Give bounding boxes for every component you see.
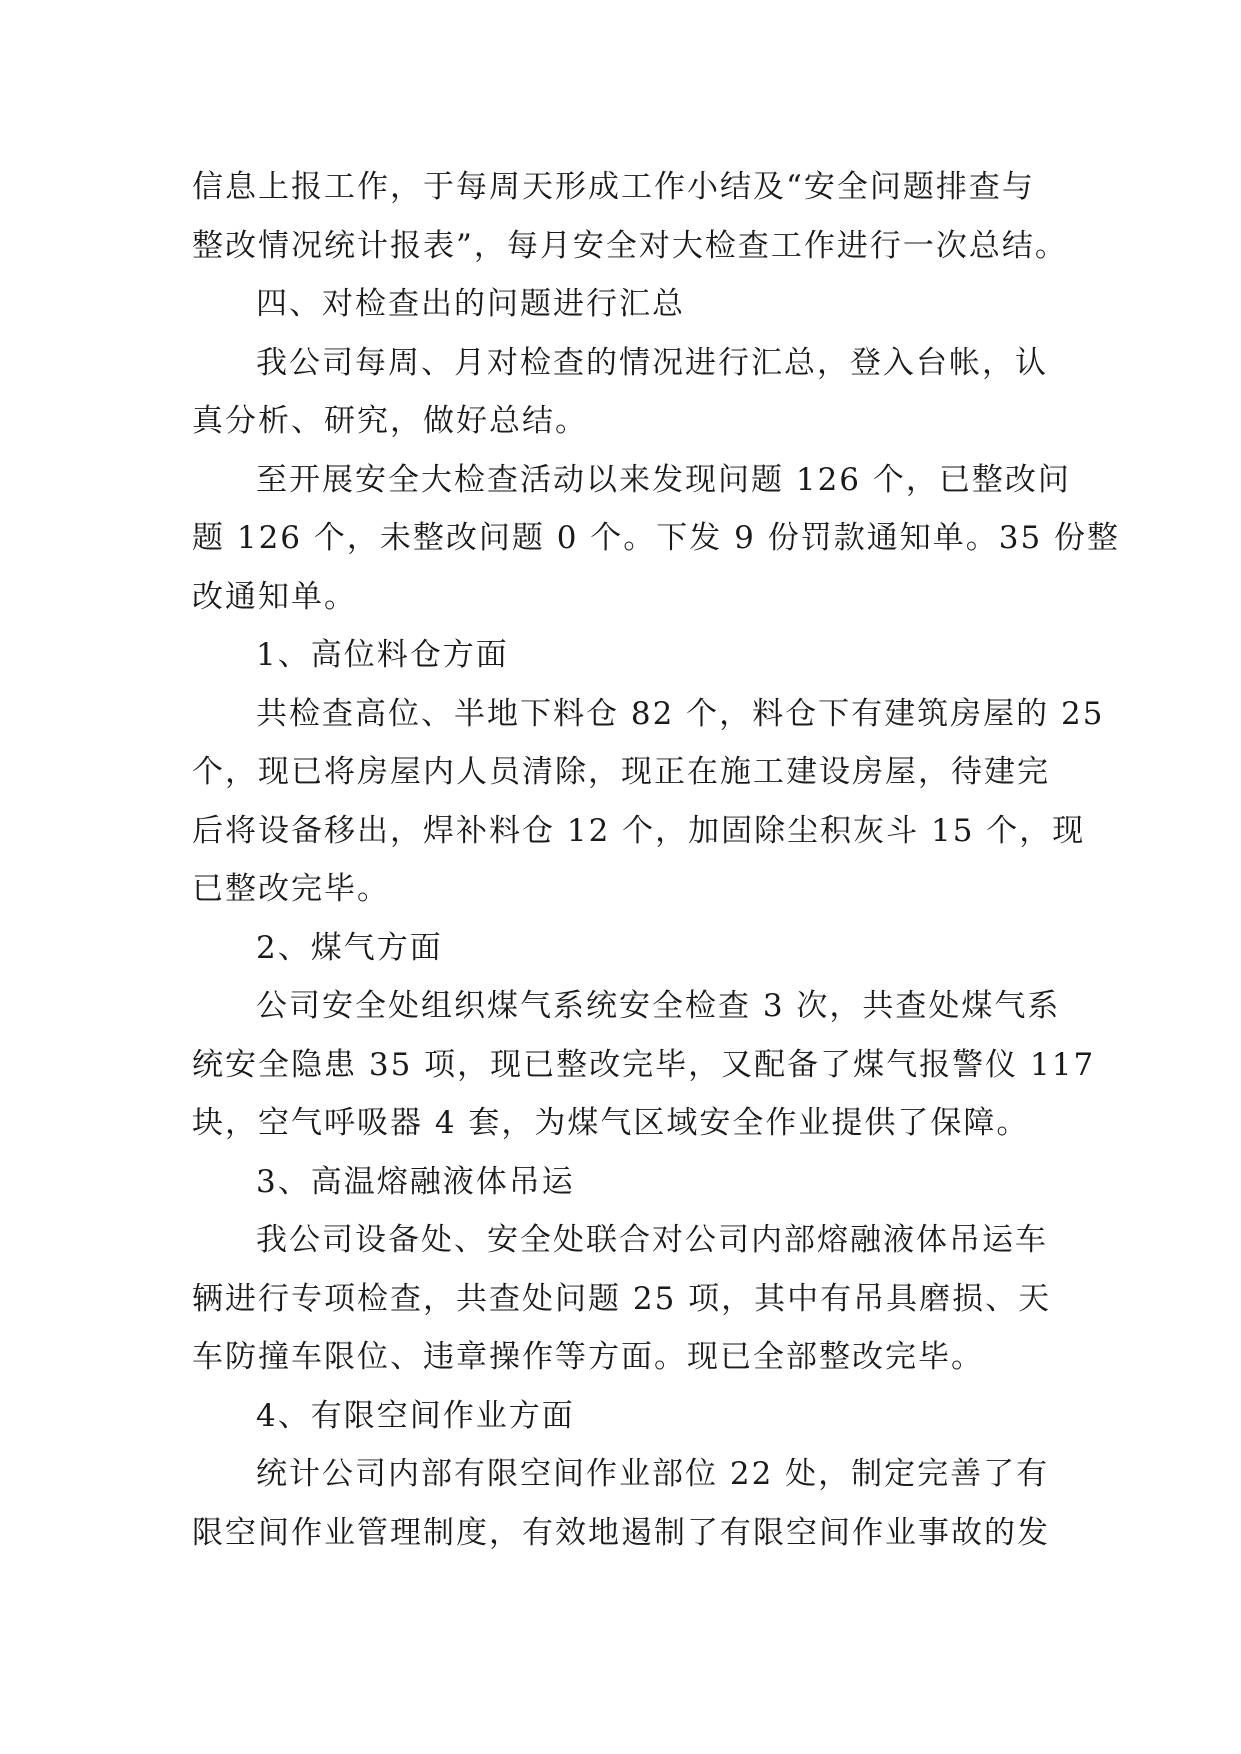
text-line: 辆进行专项检查，共查处问题 25 项，其中有吊具磨损、天: [192, 1280, 1052, 1317]
text-line: 限空间作业管理制度，有效地遏制了有限空间作业事故的发: [192, 1514, 1050, 1551]
text-line: 2、煤气方面: [256, 929, 443, 966]
text-line: 改通知单。: [192, 578, 357, 615]
text-line: 共检查高位、半地下料仓 82 个，料仓下有建筑房屋的 25: [256, 695, 1105, 732]
text-line: 四、对检查出的问题进行汇总: [256, 286, 685, 322]
text-line: 至开展安全大检查活动以来发现问题 126 个，已整改问: [256, 461, 1071, 498]
document-body: [192, 158, 1121, 1562]
text-line: 公司安全处组织煤气系统安全检查 3 次，共查处煤气系: [256, 988, 1061, 1024]
text-line: 已整改完毕。: [192, 871, 390, 907]
text-line: 4、有限空间作业方面: [256, 1397, 575, 1434]
text-line: 车防撞车限位、违章操作等方面。现已全部整改完毕。: [192, 1339, 984, 1375]
text-line: 整改情况统计报表”，每月安全对大检查工作进行一次总结。: [192, 227, 1068, 264]
text-line: 块，空气呼吸器 4 套，为煤气区域安全作业提供了保障。: [192, 1105, 1030, 1141]
text-line: 3、高温熔融液体吊运: [256, 1163, 575, 1200]
text-line: 统安全隐患 35 项，现已整改完毕，又配备了煤气报警仪 117: [192, 1046, 1096, 1083]
text-line: 题 126 个，未整改问题 0 个。下发 9 份罚款通知单。35 份整: [192, 520, 1121, 556]
text-line: 统计公司内部有限空间作业部位 22 处，制定完善了有: [256, 1456, 1050, 1492]
text-line: 真分析、研究，做好总结。: [192, 403, 588, 439]
text-line: 我公司每周、月对检查的情况进行汇总，登入台帐，认: [256, 344, 1048, 381]
text-line: 后将设备移出，焊补料仓 12 个，加固除尘积灰斗 15 个，现: [192, 812, 1086, 849]
text-line: 我公司设备处、安全处联合对公司内部熔融液体吊运车: [256, 1222, 1048, 1258]
text-line: 1、高位料仓方面: [256, 637, 509, 673]
text-line: 信息上报工作，于每周天形成工作小结及“安全问题排查与: [192, 169, 1035, 205]
text-line: 个，现已将房屋内人员清除，现正在施工建设房屋，待建完: [192, 754, 1050, 790]
